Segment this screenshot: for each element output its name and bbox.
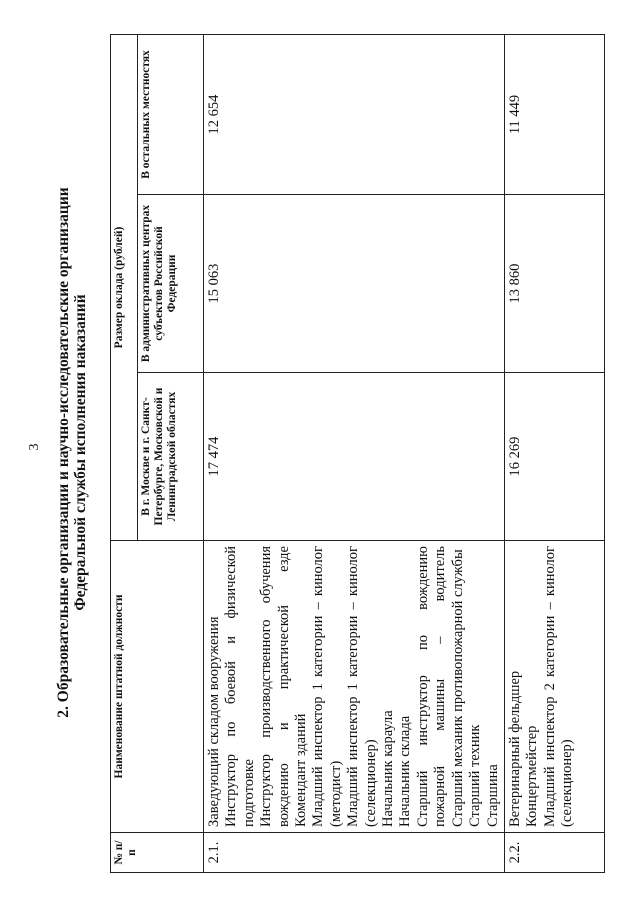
position-item: Старший механик противопожарной службы — [449, 549, 466, 827]
section-title-line-1: 2. Образовательные организации и научно-исследовательские организации — [55, 187, 72, 718]
position-item: Старший инструктор по вождению пожарной машины – водитель — [414, 546, 449, 827]
position-item: Инструктор производственного обучения вождению и практической езде — [258, 546, 292, 827]
position-item: Старший техник — [467, 724, 484, 827]
position-item: Ветеринарный фельдшер — [506, 670, 523, 827]
header-moscow: В г. Москве и г. Санкт-Петербурге, Московской и Ленинградской областях — [138, 373, 204, 541]
header-other-areas: В остальных местностях — [138, 35, 204, 195]
salary-other-areas: 12 654 — [204, 35, 505, 195]
page-number: 3 — [27, 443, 42, 451]
salary-other-areas: 11 449 — [504, 35, 604, 195]
position-item: Инструктор по боевой и физической подготовке — [223, 546, 257, 827]
header-row — [111, 35, 138, 873]
position-item: Заведующий складом вооружения — [206, 616, 222, 827]
header-admin-centers: В административных центрах субъектов Российской Федерации — [138, 195, 204, 373]
position-item: Начальник караула — [380, 710, 397, 827]
position-item: Младший инспектор 1 категории – кинолог (методист) — [310, 546, 344, 827]
salary-table — [110, 34, 605, 873]
position-item: Младший инспектор 2 категории – кинолог (селекционер) — [541, 546, 576, 827]
position-item: Концертмейстер — [524, 725, 541, 827]
position-item: Старшина — [484, 764, 501, 827]
table-row — [204, 35, 505, 873]
row-number: 2.1. — [204, 833, 505, 873]
position-item: Младший инспектор 1 категории – кинолог (селекционер) — [345, 546, 379, 827]
salary-admin-centers: 13 860 — [504, 195, 604, 373]
salary-admin-centers: 15 063 — [204, 195, 505, 373]
salary-moscow: 17 474 — [204, 373, 505, 541]
position-item: Комендант зданий — [293, 713, 310, 827]
row-number: 2.2. — [504, 833, 604, 873]
table-row — [504, 35, 604, 873]
position-list — [204, 541, 505, 833]
section-title — [55, 30, 89, 875]
section-title-line-2: Федеральной службы исполнения наказаний — [72, 294, 89, 611]
position-item: Начальник склада — [397, 715, 414, 827]
header-num: № п/п — [111, 833, 204, 873]
header-salary: Размер оклада (рублей) — [111, 35, 138, 541]
position-list — [504, 541, 604, 833]
salary-moscow: 16 269 — [504, 373, 604, 541]
header-position: Наименование штатной должности — [111, 541, 204, 833]
